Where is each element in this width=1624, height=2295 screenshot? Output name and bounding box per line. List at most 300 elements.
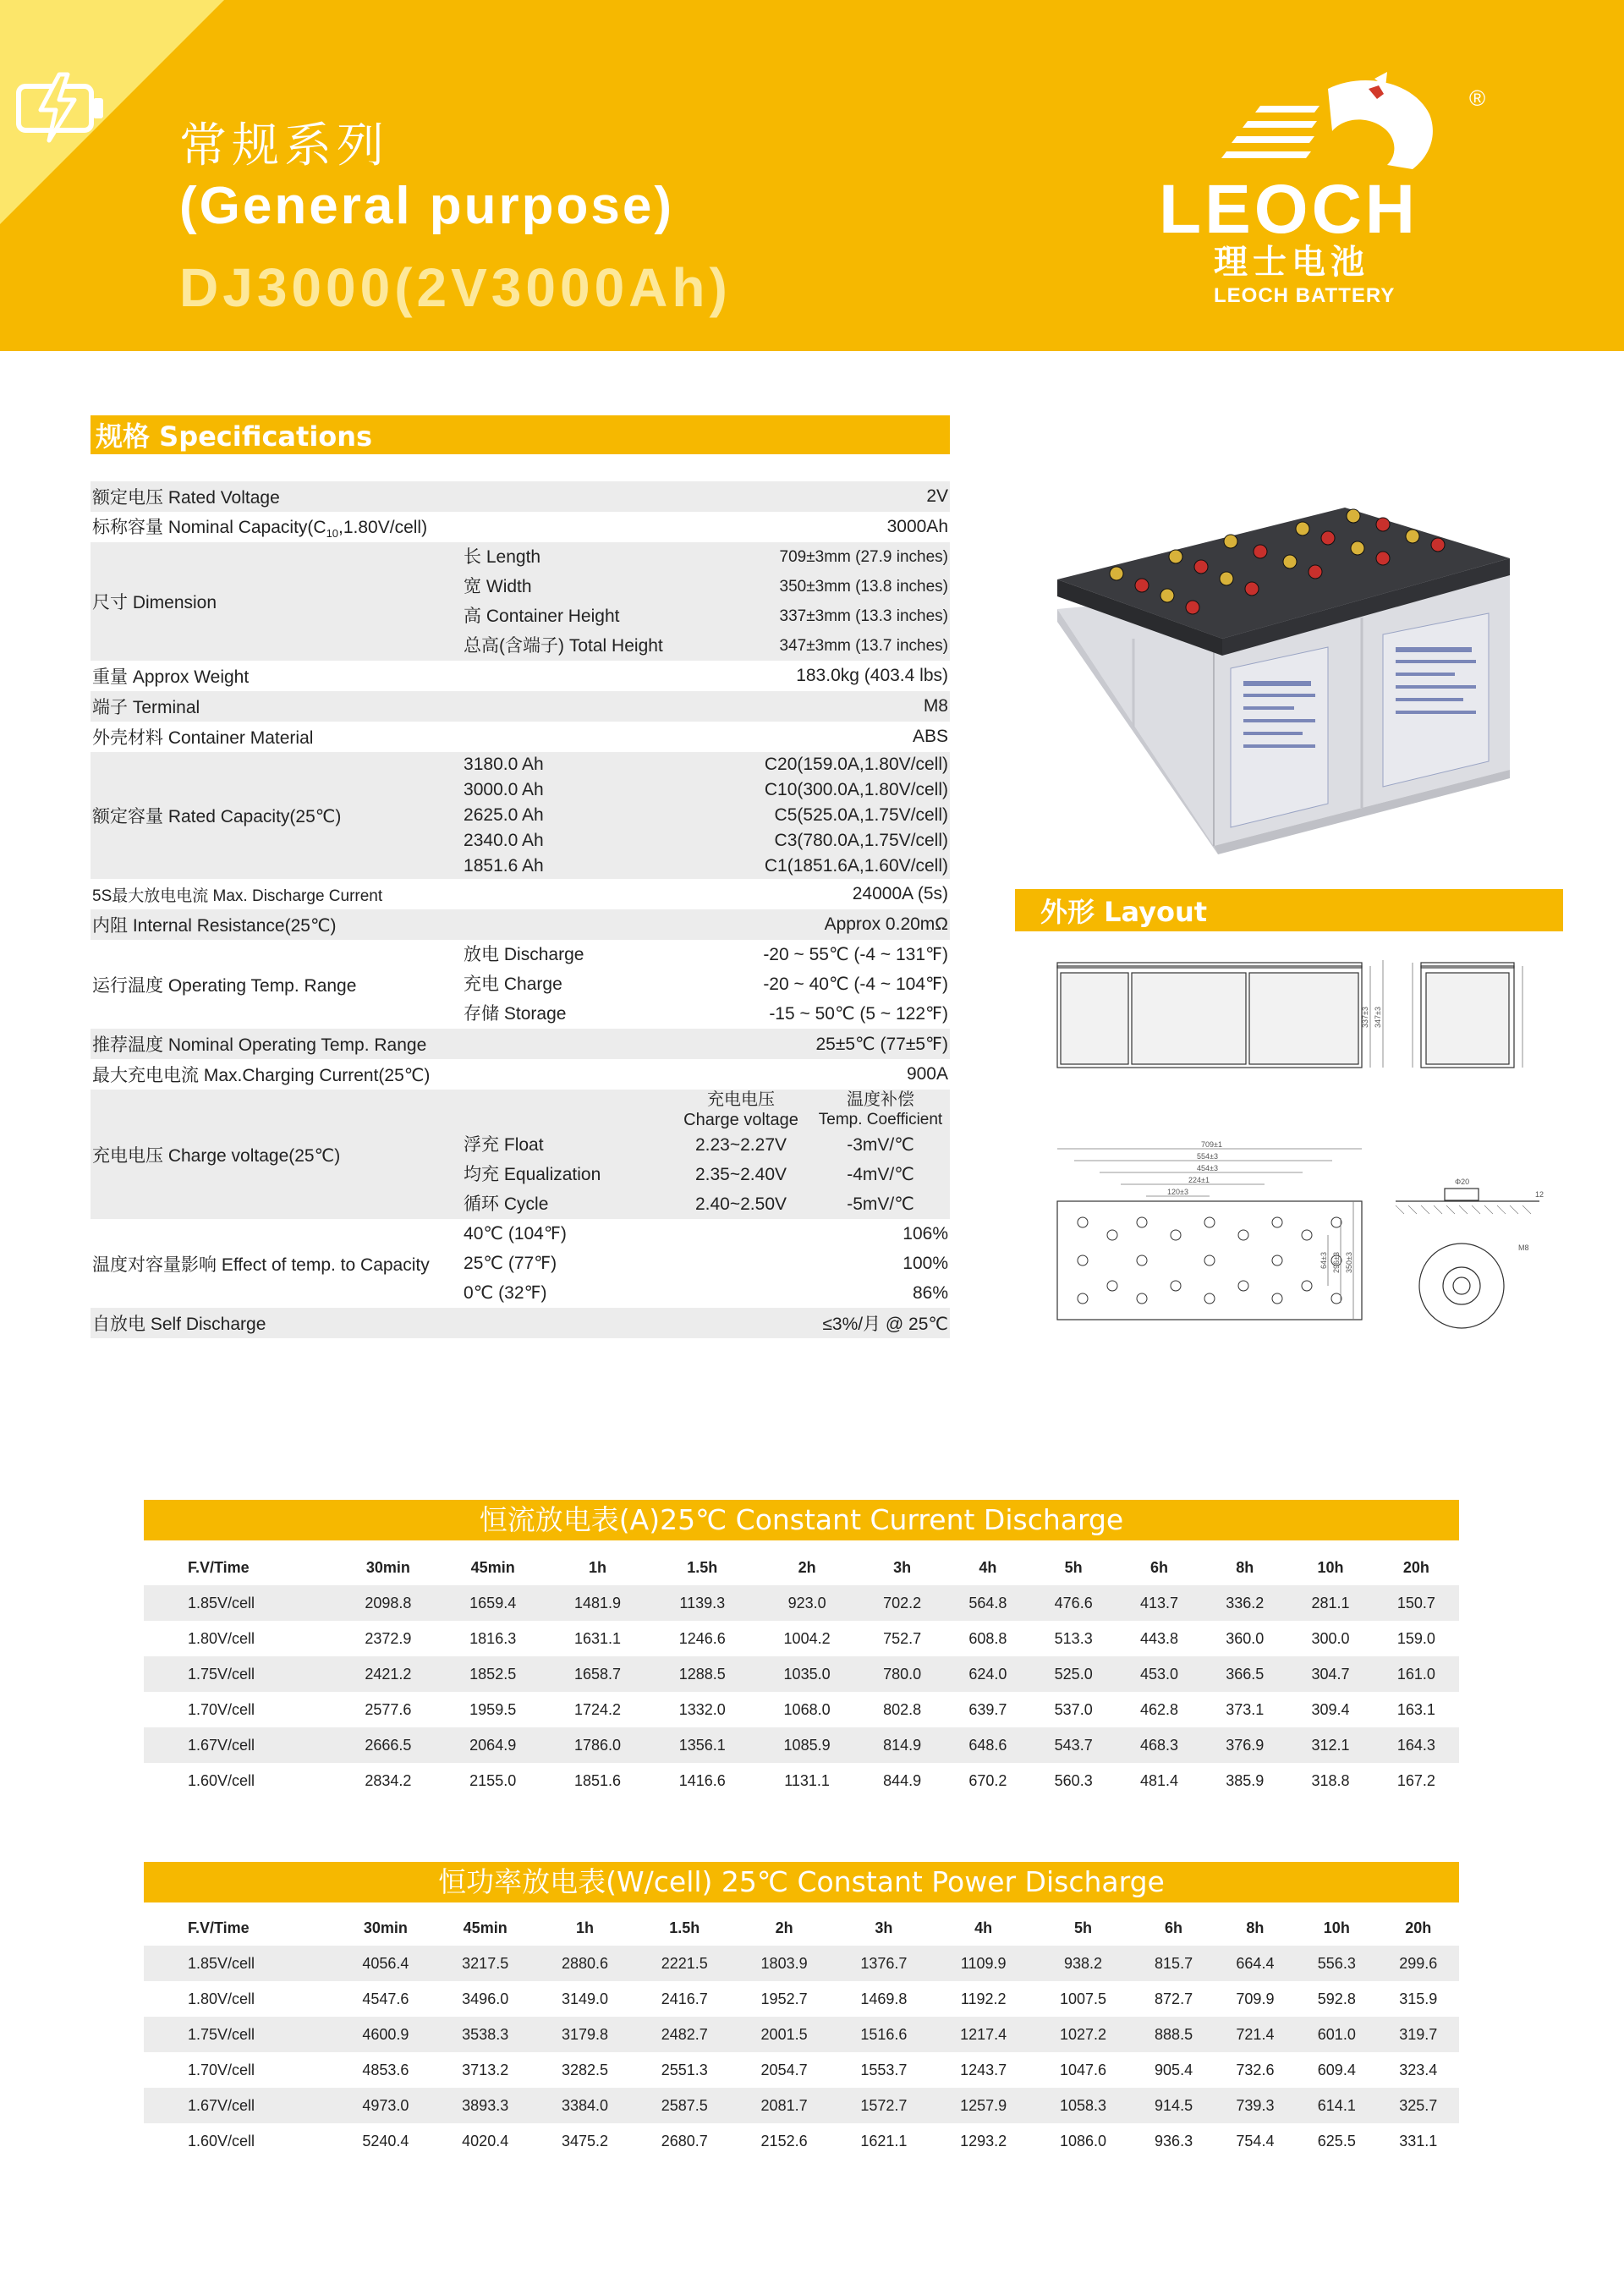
dim-label: 337±3 bbox=[1361, 1007, 1369, 1028]
table-cell: 1.75V/cell bbox=[144, 1656, 336, 1692]
table-row bbox=[144, 2017, 1459, 2052]
table-cell: 1.60V/cell bbox=[188, 1771, 255, 1789]
table-cell: 1803.9 bbox=[734, 1946, 834, 1981]
table-cell: 1659.4 bbox=[441, 1585, 546, 1621]
temp-coef-header-en: Temp. Coefficient bbox=[818, 1111, 943, 1128]
table-cell: 1572.7 bbox=[834, 2088, 934, 2123]
leoch-logo bbox=[1159, 72, 1489, 309]
table-cell: 1786.0 bbox=[546, 1727, 650, 1763]
layout-drawings bbox=[1049, 947, 1565, 1353]
spec-row-self-discharge bbox=[91, 1308, 950, 1338]
table-cell: 2221.5 bbox=[634, 1946, 734, 1981]
table-cell: 385.9 bbox=[1226, 1771, 1265, 1789]
temp-coef-header-cn: 温度补偿 bbox=[847, 1090, 914, 1109]
charge-voltage-value: 2.40~2.50V bbox=[694, 1194, 787, 1214]
table-cell: 3384.0 bbox=[535, 2088, 635, 2123]
table-cell: 319.7 bbox=[1378, 2017, 1460, 2052]
table-cell: 888.5 bbox=[1133, 2017, 1214, 2052]
table-cell: 1047.6 bbox=[1059, 2061, 1106, 2078]
table-cell: 443.8 bbox=[1139, 1629, 1178, 1647]
spec-value: 25±5℃ (77±5℉) bbox=[667, 1029, 950, 1059]
table-cell: 300.0 bbox=[1311, 1629, 1350, 1647]
spec-value: 183.0kg (403.4 lbs) bbox=[796, 666, 948, 685]
table-cell: 872.7 bbox=[1155, 1990, 1193, 2007]
temp-effect-value: 86% bbox=[912, 1283, 948, 1303]
table-cell: 3475.2 bbox=[561, 2132, 609, 2150]
power-table-title: 恒功率放电表(W/cell) 25℃ Constant Power Discharge bbox=[438, 1865, 1165, 1898]
table-cell: 624.0 bbox=[945, 1656, 1030, 1692]
table-cell: 702.2 bbox=[859, 1585, 945, 1621]
table-cell: 721.4 bbox=[1215, 2017, 1296, 2052]
table-cell: 150.7 bbox=[1374, 1585, 1459, 1621]
capacity-ah: 2625.0 Ah bbox=[464, 805, 544, 825]
table-cell: 664.4 bbox=[1215, 1946, 1296, 1981]
table-cell: 1217.4 bbox=[934, 2017, 1034, 2052]
charge-voltage-value: 2.23~2.27V bbox=[694, 1135, 787, 1155]
capacity-ah: 3000.0 Ah bbox=[464, 780, 544, 799]
table-cell: 2098.8 bbox=[336, 1585, 441, 1621]
spec-label: 推荐温度 Nominal Operating Temp. Range bbox=[91, 1029, 667, 1059]
spec-value: Approx 0.20mΩ bbox=[667, 909, 950, 940]
spec-label: 自放电 Self Discharge bbox=[91, 1308, 667, 1338]
table-cell: 2054.7 bbox=[760, 2061, 808, 2078]
table-cell: 304.7 bbox=[1287, 1656, 1373, 1692]
table-cell: 905.4 bbox=[1155, 2061, 1193, 2078]
table-cell: 648.6 bbox=[945, 1727, 1030, 1763]
spec-section-title: 规格 Specifications bbox=[96, 420, 373, 453]
table-cell: 336.2 bbox=[1202, 1585, 1287, 1621]
table-cell: 4973.0 bbox=[336, 2088, 436, 2123]
table-cell: 513.3 bbox=[1054, 1629, 1093, 1647]
table-cell: 481.4 bbox=[1139, 1771, 1178, 1789]
table-header-cell: 3h bbox=[893, 1558, 912, 1576]
temp-coef-value: -5mV/℃ bbox=[847, 1194, 914, 1214]
charge-mode-name: 浮充 Float bbox=[464, 1135, 544, 1155]
logo-wordmark: LEOCH bbox=[1159, 171, 1418, 248]
dimension-name: 总高(含端子) Total Height bbox=[464, 636, 663, 656]
table-cell: 936.3 bbox=[1155, 2132, 1193, 2150]
spec-value: 2V bbox=[667, 481, 950, 512]
table-cell: 525.0 bbox=[1031, 1656, 1116, 1692]
table-cell: 1035.0 bbox=[754, 1656, 859, 1692]
table-cell: 2834.2 bbox=[365, 1771, 412, 1789]
table-cell: 2482.7 bbox=[634, 2017, 734, 2052]
table-cell: 1469.8 bbox=[860, 1990, 908, 2007]
table-cell: 1246.6 bbox=[678, 1629, 726, 1647]
table-cell: 1.80V/cell bbox=[188, 1629, 255, 1647]
table-row bbox=[144, 1585, 1459, 1621]
table-cell: 609.4 bbox=[1317, 2061, 1356, 2078]
table-cell: 2081.7 bbox=[734, 2088, 834, 2123]
table-cell: 780.0 bbox=[859, 1656, 945, 1692]
temp-effect-temp: 40℃ (104℉) bbox=[464, 1224, 567, 1244]
current-discharge-table bbox=[144, 1550, 1459, 1798]
table-cell: 376.9 bbox=[1202, 1727, 1287, 1763]
dim-label: 64±3 bbox=[1320, 1252, 1328, 1269]
table-cell: 1243.7 bbox=[960, 2061, 1007, 2078]
spec-label: 运行温度 Operating Temp. Range bbox=[92, 975, 357, 996]
table-cell: 1959.5 bbox=[469, 1700, 517, 1718]
temp-effect-value: 100% bbox=[903, 1254, 948, 1273]
table-header-cell: 1h bbox=[588, 1558, 606, 1576]
table-cell: 1416.6 bbox=[678, 1771, 726, 1789]
table-header-cell: 10h bbox=[1323, 1919, 1350, 1936]
capacity-rate: C20(159.0A,1.80V/cell) bbox=[764, 755, 948, 774]
table-row bbox=[144, 1763, 1459, 1798]
dim-label: 454±3 bbox=[1197, 1164, 1218, 1172]
spec-row-max-charging bbox=[91, 1059, 950, 1090]
table-cell: 309.4 bbox=[1311, 1700, 1350, 1718]
table-cell: 2064.9 bbox=[441, 1727, 546, 1763]
table-cell: 1086.0 bbox=[1059, 2132, 1106, 2150]
table-cell: 625.5 bbox=[1317, 2132, 1356, 2150]
table-header-cell: 1.5h bbox=[669, 1919, 700, 1936]
spec-row-dimension bbox=[91, 542, 950, 661]
table-header-row bbox=[144, 1550, 1459, 1585]
charge-mode-name: 循环 Cycle bbox=[464, 1194, 549, 1214]
table-cell: 1621.1 bbox=[860, 2132, 908, 2150]
table-header-cell: 10h bbox=[1317, 1558, 1344, 1576]
table-header-cell: 6h bbox=[1165, 1919, 1183, 1936]
table-cell: 164.3 bbox=[1374, 1727, 1459, 1763]
spec-row-weight bbox=[91, 661, 950, 691]
charge-voltage-value: 2.35~2.40V bbox=[694, 1165, 787, 1184]
layout-section-bar bbox=[1015, 889, 1563, 931]
table-header-cell: F.V/Time bbox=[188, 1558, 250, 1576]
table-cell: 923.0 bbox=[754, 1585, 859, 1621]
table-cell: 2577.6 bbox=[365, 1700, 412, 1718]
table-header-cell: 6h bbox=[1149, 1558, 1168, 1576]
table-cell: 1293.2 bbox=[960, 2132, 1007, 2150]
capacity-ah: 1851.6 Ah bbox=[464, 856, 544, 876]
table-cell: 1027.2 bbox=[1034, 2017, 1133, 2052]
table-cell: 159.0 bbox=[1396, 1629, 1435, 1647]
spec-row-charge-voltage bbox=[91, 1090, 950, 1219]
table-cell: 1.70V/cell bbox=[188, 2061, 255, 2078]
table-header-cell: 45min bbox=[463, 1919, 508, 1936]
dim-label: 554±3 bbox=[1197, 1152, 1218, 1161]
capacity-ah: 2340.0 Ah bbox=[464, 831, 544, 850]
table-cell: 2372.9 bbox=[365, 1629, 412, 1647]
table-cell: 3217.5 bbox=[436, 1946, 535, 1981]
table-cell: 2880.6 bbox=[535, 1946, 635, 1981]
table-cell: 360.0 bbox=[1226, 1629, 1265, 1647]
table-cell: 1085.9 bbox=[754, 1727, 859, 1763]
table-cell: 614.1 bbox=[1296, 2088, 1377, 2123]
table-cell: 453.0 bbox=[1116, 1656, 1202, 1692]
table-cell: 564.8 bbox=[945, 1585, 1030, 1621]
table-cell: 2551.3 bbox=[661, 2061, 708, 2078]
dim-label: M8 bbox=[1518, 1244, 1529, 1252]
spec-row-container bbox=[91, 722, 950, 752]
table-header-cell: 1h bbox=[575, 1919, 594, 1936]
battery-charge-icon bbox=[15, 69, 108, 145]
table-cell: 1109.9 bbox=[934, 1946, 1034, 1981]
spec-value: 3000Ah bbox=[886, 517, 948, 536]
table-cell: 1553.7 bbox=[860, 2061, 908, 2078]
table-header-cell: 3h bbox=[875, 1919, 893, 1936]
table-cell: 3496.0 bbox=[462, 1990, 509, 2007]
table-cell: 1356.1 bbox=[650, 1727, 754, 1763]
table-cell: 4056.4 bbox=[336, 1946, 436, 1981]
spec-section-bar bbox=[91, 415, 950, 454]
table-header-cell: 45min bbox=[470, 1558, 515, 1576]
spec-row-rated-voltage bbox=[91, 481, 950, 512]
dimension-value: 350±3mm (13.8 inches) bbox=[779, 578, 948, 596]
table-row bbox=[144, 1692, 1459, 1727]
spec-label: 尺寸 Dimension bbox=[91, 542, 462, 661]
table-cell: 5240.4 bbox=[362, 2132, 409, 2150]
table-header-cell: F.V/Time bbox=[188, 1919, 250, 1936]
current-table-title: 恒流放电表(A)25℃ Constant Current Discharge bbox=[479, 1503, 1124, 1536]
dim-label: 120±3 bbox=[1167, 1188, 1188, 1196]
table-cell: 1332.0 bbox=[678, 1700, 726, 1718]
table-cell: 1724.2 bbox=[573, 1700, 622, 1718]
table-header-cell: 5h bbox=[1064, 1558, 1083, 1576]
table-header-cell: 2h bbox=[775, 1919, 793, 1936]
spec-label: 充电电压 Charge voltage(25℃) bbox=[91, 1090, 462, 1219]
charge-voltage-header-en: Charge voltage bbox=[683, 1111, 798, 1129]
current-table-bar bbox=[144, 1500, 1459, 1540]
table-cell: 1.67V/cell bbox=[144, 2088, 336, 2123]
table-cell: 914.5 bbox=[1133, 2088, 1214, 2123]
table-header-cell: 1.5h bbox=[687, 1558, 718, 1576]
table-header-cell: 30min bbox=[365, 1558, 410, 1576]
table-cell: 2155.0 bbox=[469, 1771, 517, 1789]
table-cell: 938.2 bbox=[1034, 1946, 1133, 1981]
table-cell: 299.6 bbox=[1378, 1946, 1460, 1981]
table-cell: 608.8 bbox=[968, 1629, 1007, 1647]
table-cell: 1516.6 bbox=[834, 2017, 934, 2052]
table-cell: 814.9 bbox=[859, 1727, 945, 1763]
table-cell: 2421.2 bbox=[336, 1656, 441, 1692]
spec-label: 端子 Terminal bbox=[91, 691, 667, 722]
spec-value: 900A bbox=[906, 1064, 948, 1084]
dimension-value: 337±3mm (13.3 inches) bbox=[779, 607, 948, 625]
table-cell: 373.1 bbox=[1226, 1700, 1265, 1718]
table-cell: 315.9 bbox=[1399, 1990, 1438, 2007]
table-cell: 413.7 bbox=[1116, 1585, 1202, 1621]
temp-effect-temp: 25℃ (77℉) bbox=[464, 1254, 557, 1273]
table-cell: 709.9 bbox=[1236, 1990, 1275, 2007]
spec-value: ≤3%/月 @ 25℃ bbox=[667, 1308, 950, 1338]
spec-label: 重量 Approx Weight bbox=[92, 667, 250, 687]
table-header-cell: 2h bbox=[798, 1558, 816, 1576]
table-cell: 4547.6 bbox=[362, 1990, 409, 2007]
spec-value: ABS bbox=[912, 727, 948, 746]
table-header-cell: 5h bbox=[1073, 1919, 1092, 1936]
dim-label: 12 bbox=[1535, 1190, 1544, 1199]
spec-row-terminal bbox=[91, 691, 950, 722]
dimension-name: 高 Container Height bbox=[464, 607, 620, 626]
table-cell: 754.4 bbox=[1236, 2132, 1275, 2150]
table-cell: 323.4 bbox=[1399, 2061, 1438, 2078]
table-cell: 1058.3 bbox=[1034, 2088, 1133, 2123]
table-row bbox=[144, 1656, 1459, 1692]
table-cell: 1952.7 bbox=[760, 1990, 808, 2007]
table-cell: 1851.6 bbox=[573, 1771, 622, 1789]
table-cell: 1631.1 bbox=[573, 1629, 622, 1647]
table-cell: 1004.2 bbox=[783, 1629, 831, 1647]
spec-label: 最大充电电流 Max.Charging Current(25℃) bbox=[92, 1066, 431, 1085]
operating-temp-name: 存储 Storage bbox=[464, 1004, 567, 1024]
table-cell: 1257.9 bbox=[934, 2088, 1034, 2123]
table-cell: 1139.3 bbox=[650, 1585, 754, 1621]
table-cell: 1658.7 bbox=[546, 1656, 650, 1692]
table-row bbox=[144, 2123, 1459, 2159]
spec-table bbox=[91, 481, 950, 1338]
operating-temp-value: -20 ~ 55℃ (-4 ~ 131℉) bbox=[763, 945, 948, 964]
table-header-cell: 4h bbox=[974, 1919, 993, 1936]
table-row bbox=[144, 2088, 1459, 2123]
table-cell: 476.6 bbox=[1031, 1585, 1116, 1621]
spec-row-internal-resistance bbox=[91, 909, 950, 940]
charge-mode-name: 均充 Equalization bbox=[464, 1165, 601, 1184]
dim-label: 709±1 bbox=[1201, 1140, 1222, 1149]
table-cell: 670.2 bbox=[968, 1771, 1007, 1789]
table-cell: 560.3 bbox=[1054, 1771, 1093, 1789]
header-title-en: (General purpose) bbox=[179, 177, 674, 235]
operating-temp-name: 放电 Discharge bbox=[464, 945, 584, 964]
table-cell: 2680.7 bbox=[661, 2132, 708, 2150]
temp-coef-value: -3mV/℃ bbox=[847, 1135, 914, 1155]
table-row bbox=[144, 1727, 1459, 1763]
operating-temp-value: -20 ~ 40℃ (-4 ~ 104℉) bbox=[763, 975, 948, 994]
spec-row-nominal-capacity bbox=[91, 512, 950, 542]
table-cell: 161.0 bbox=[1374, 1656, 1459, 1692]
operating-temp-value: -15 ~ 50℃ (5 ~ 122℉) bbox=[769, 1004, 948, 1024]
table-header-cell: 8h bbox=[1236, 1558, 1254, 1576]
dimension-value: 347±3mm (13.7 inches) bbox=[779, 637, 948, 655]
dimension-value: 709±3mm (27.9 inches) bbox=[779, 548, 948, 566]
table-cell: 543.7 bbox=[1031, 1727, 1116, 1763]
header-title-cn: 常规系列 bbox=[179, 118, 389, 173]
table-cell: 556.3 bbox=[1296, 1946, 1377, 1981]
table-cell: 331.1 bbox=[1399, 2132, 1438, 2150]
table-cell: 1481.9 bbox=[546, 1585, 650, 1621]
table-cell: 3713.2 bbox=[462, 2061, 509, 2078]
dimension-name: 宽 Width bbox=[464, 577, 532, 596]
table-row bbox=[144, 1621, 1459, 1656]
power-table-bar bbox=[144, 1862, 1459, 1902]
table-cell: 366.5 bbox=[1202, 1656, 1287, 1692]
table-cell: 1.85V/cell bbox=[144, 1946, 336, 1981]
table-header-cell: 8h bbox=[1246, 1919, 1265, 1936]
table-cell: 2416.7 bbox=[661, 1990, 708, 2007]
table-cell: 1376.7 bbox=[834, 1946, 934, 1981]
table-cell: 1288.5 bbox=[650, 1656, 754, 1692]
table-cell: 1.67V/cell bbox=[144, 1727, 336, 1763]
table-cell: 844.9 bbox=[883, 1771, 922, 1789]
table-cell: 1.75V/cell bbox=[144, 2017, 336, 2052]
header-model: DJ3000(2V3000Ah) bbox=[179, 257, 732, 318]
table-cell: 468.3 bbox=[1116, 1727, 1202, 1763]
capacity-rate: C5(525.0A,1.75V/cell) bbox=[774, 805, 948, 825]
capacity-ah: 3180.0 Ah bbox=[464, 755, 544, 774]
table-header-row bbox=[144, 1910, 1459, 1946]
table-cell: 312.1 bbox=[1287, 1727, 1373, 1763]
header-banner bbox=[0, 0, 1624, 351]
logo-en-text: LEOCH BATTERY bbox=[1214, 284, 1396, 307]
power-discharge-table bbox=[144, 1910, 1459, 2159]
logo-cn-text: 理士电池 bbox=[1214, 243, 1369, 282]
table-cell: 752.7 bbox=[883, 1629, 922, 1647]
spec-label: 标称容量 Nominal $Capacity(C_{10},1.80V/cell)$ bbox=[92, 518, 428, 541]
table-row bbox=[144, 1946, 1459, 1981]
table-cell: 592.8 bbox=[1317, 1990, 1356, 2007]
table-cell: 325.7 bbox=[1378, 2088, 1460, 2123]
table-cell: 3179.8 bbox=[535, 2017, 635, 2052]
table-header-cell: 30min bbox=[363, 1919, 408, 1936]
table-cell: 739.3 bbox=[1215, 2088, 1296, 2123]
spec-row-rated-capacity bbox=[91, 752, 950, 879]
spec-row-operating-temp bbox=[91, 940, 950, 1029]
table-cell: 462.8 bbox=[1139, 1700, 1178, 1718]
table-cell: 815.7 bbox=[1133, 1946, 1214, 1981]
registered-mark: ® bbox=[1469, 85, 1486, 111]
table-cell: 4020.4 bbox=[462, 2132, 509, 2150]
temp-effect-value: 106% bbox=[903, 1224, 948, 1244]
table-cell: 2666.5 bbox=[336, 1727, 441, 1763]
table-cell: 1852.5 bbox=[441, 1656, 546, 1692]
spec-label: 额定容量 Rated Capacity(25℃) bbox=[91, 752, 462, 879]
spec-row-temp-effect bbox=[91, 1219, 950, 1308]
table-cell: 2152.6 bbox=[760, 2132, 808, 2150]
battery-product-image bbox=[1049, 508, 1514, 854]
table-cell: 281.1 bbox=[1287, 1585, 1373, 1621]
table-cell: 2587.5 bbox=[634, 2088, 734, 2123]
table-cell: 4600.9 bbox=[336, 2017, 436, 2052]
temp-effect-temp: 0℃ (32℉) bbox=[464, 1283, 547, 1303]
operating-temp-name: 充电 Charge bbox=[464, 975, 562, 994]
capacity-rate: C1(1851.6A,1.60V/cell) bbox=[764, 856, 948, 876]
table-cell: 601.0 bbox=[1296, 2017, 1377, 2052]
table-cell: 732.6 bbox=[1236, 2061, 1275, 2078]
spec-value: M8 bbox=[667, 691, 950, 722]
table-header-cell: 20h bbox=[1405, 1919, 1432, 1936]
table-cell: 4853.6 bbox=[362, 2061, 409, 2078]
layout-section-title: 外形 Layout bbox=[1040, 896, 1208, 928]
spec-label: 额定电压 Rated Voltage bbox=[91, 481, 667, 512]
table-cell: 1.70V/cell bbox=[188, 1700, 255, 1718]
capacity-rate: C3(780.0A,1.75V/cell) bbox=[774, 831, 948, 850]
temp-coef-value: -4mV/℃ bbox=[847, 1165, 914, 1184]
table-cell: 3149.0 bbox=[561, 1990, 609, 2007]
dim-label: 224±1 bbox=[1188, 1176, 1210, 1184]
table-cell: 1131.1 bbox=[784, 1771, 830, 1789]
dim-label: Φ20 bbox=[1455, 1178, 1470, 1186]
dim-label: 347±3 bbox=[1374, 1007, 1382, 1028]
table-cell: 3538.3 bbox=[436, 2017, 535, 2052]
table-cell: 639.7 bbox=[968, 1700, 1007, 1718]
spec-label: 外壳材料 Container Material bbox=[92, 728, 314, 748]
spec-label: 温度对容量影响 Effect of temp. to Capacity bbox=[92, 1255, 430, 1275]
table-row bbox=[144, 1981, 1459, 2017]
capacity-rate: C10(300.0A,1.80V/cell) bbox=[764, 780, 948, 799]
table-header-cell: 4h bbox=[979, 1558, 997, 1576]
spec-label: 内阻 Internal Resistance(25℃) bbox=[91, 909, 667, 940]
dim-label: 296±3 bbox=[1332, 1252, 1341, 1273]
table-cell: 1.85V/cell bbox=[144, 1585, 336, 1621]
table-cell: 167.2 bbox=[1396, 1771, 1435, 1789]
table-cell: 1068.0 bbox=[783, 1700, 831, 1718]
table-cell: 802.8 bbox=[883, 1700, 922, 1718]
spec-row-max-discharge bbox=[91, 879, 950, 909]
table-cell: 1007.5 bbox=[1059, 1990, 1106, 2007]
table-cell: 318.8 bbox=[1311, 1771, 1350, 1789]
table-cell: 2001.5 bbox=[734, 2017, 834, 2052]
dimension-name: 长 Length bbox=[464, 547, 541, 567]
